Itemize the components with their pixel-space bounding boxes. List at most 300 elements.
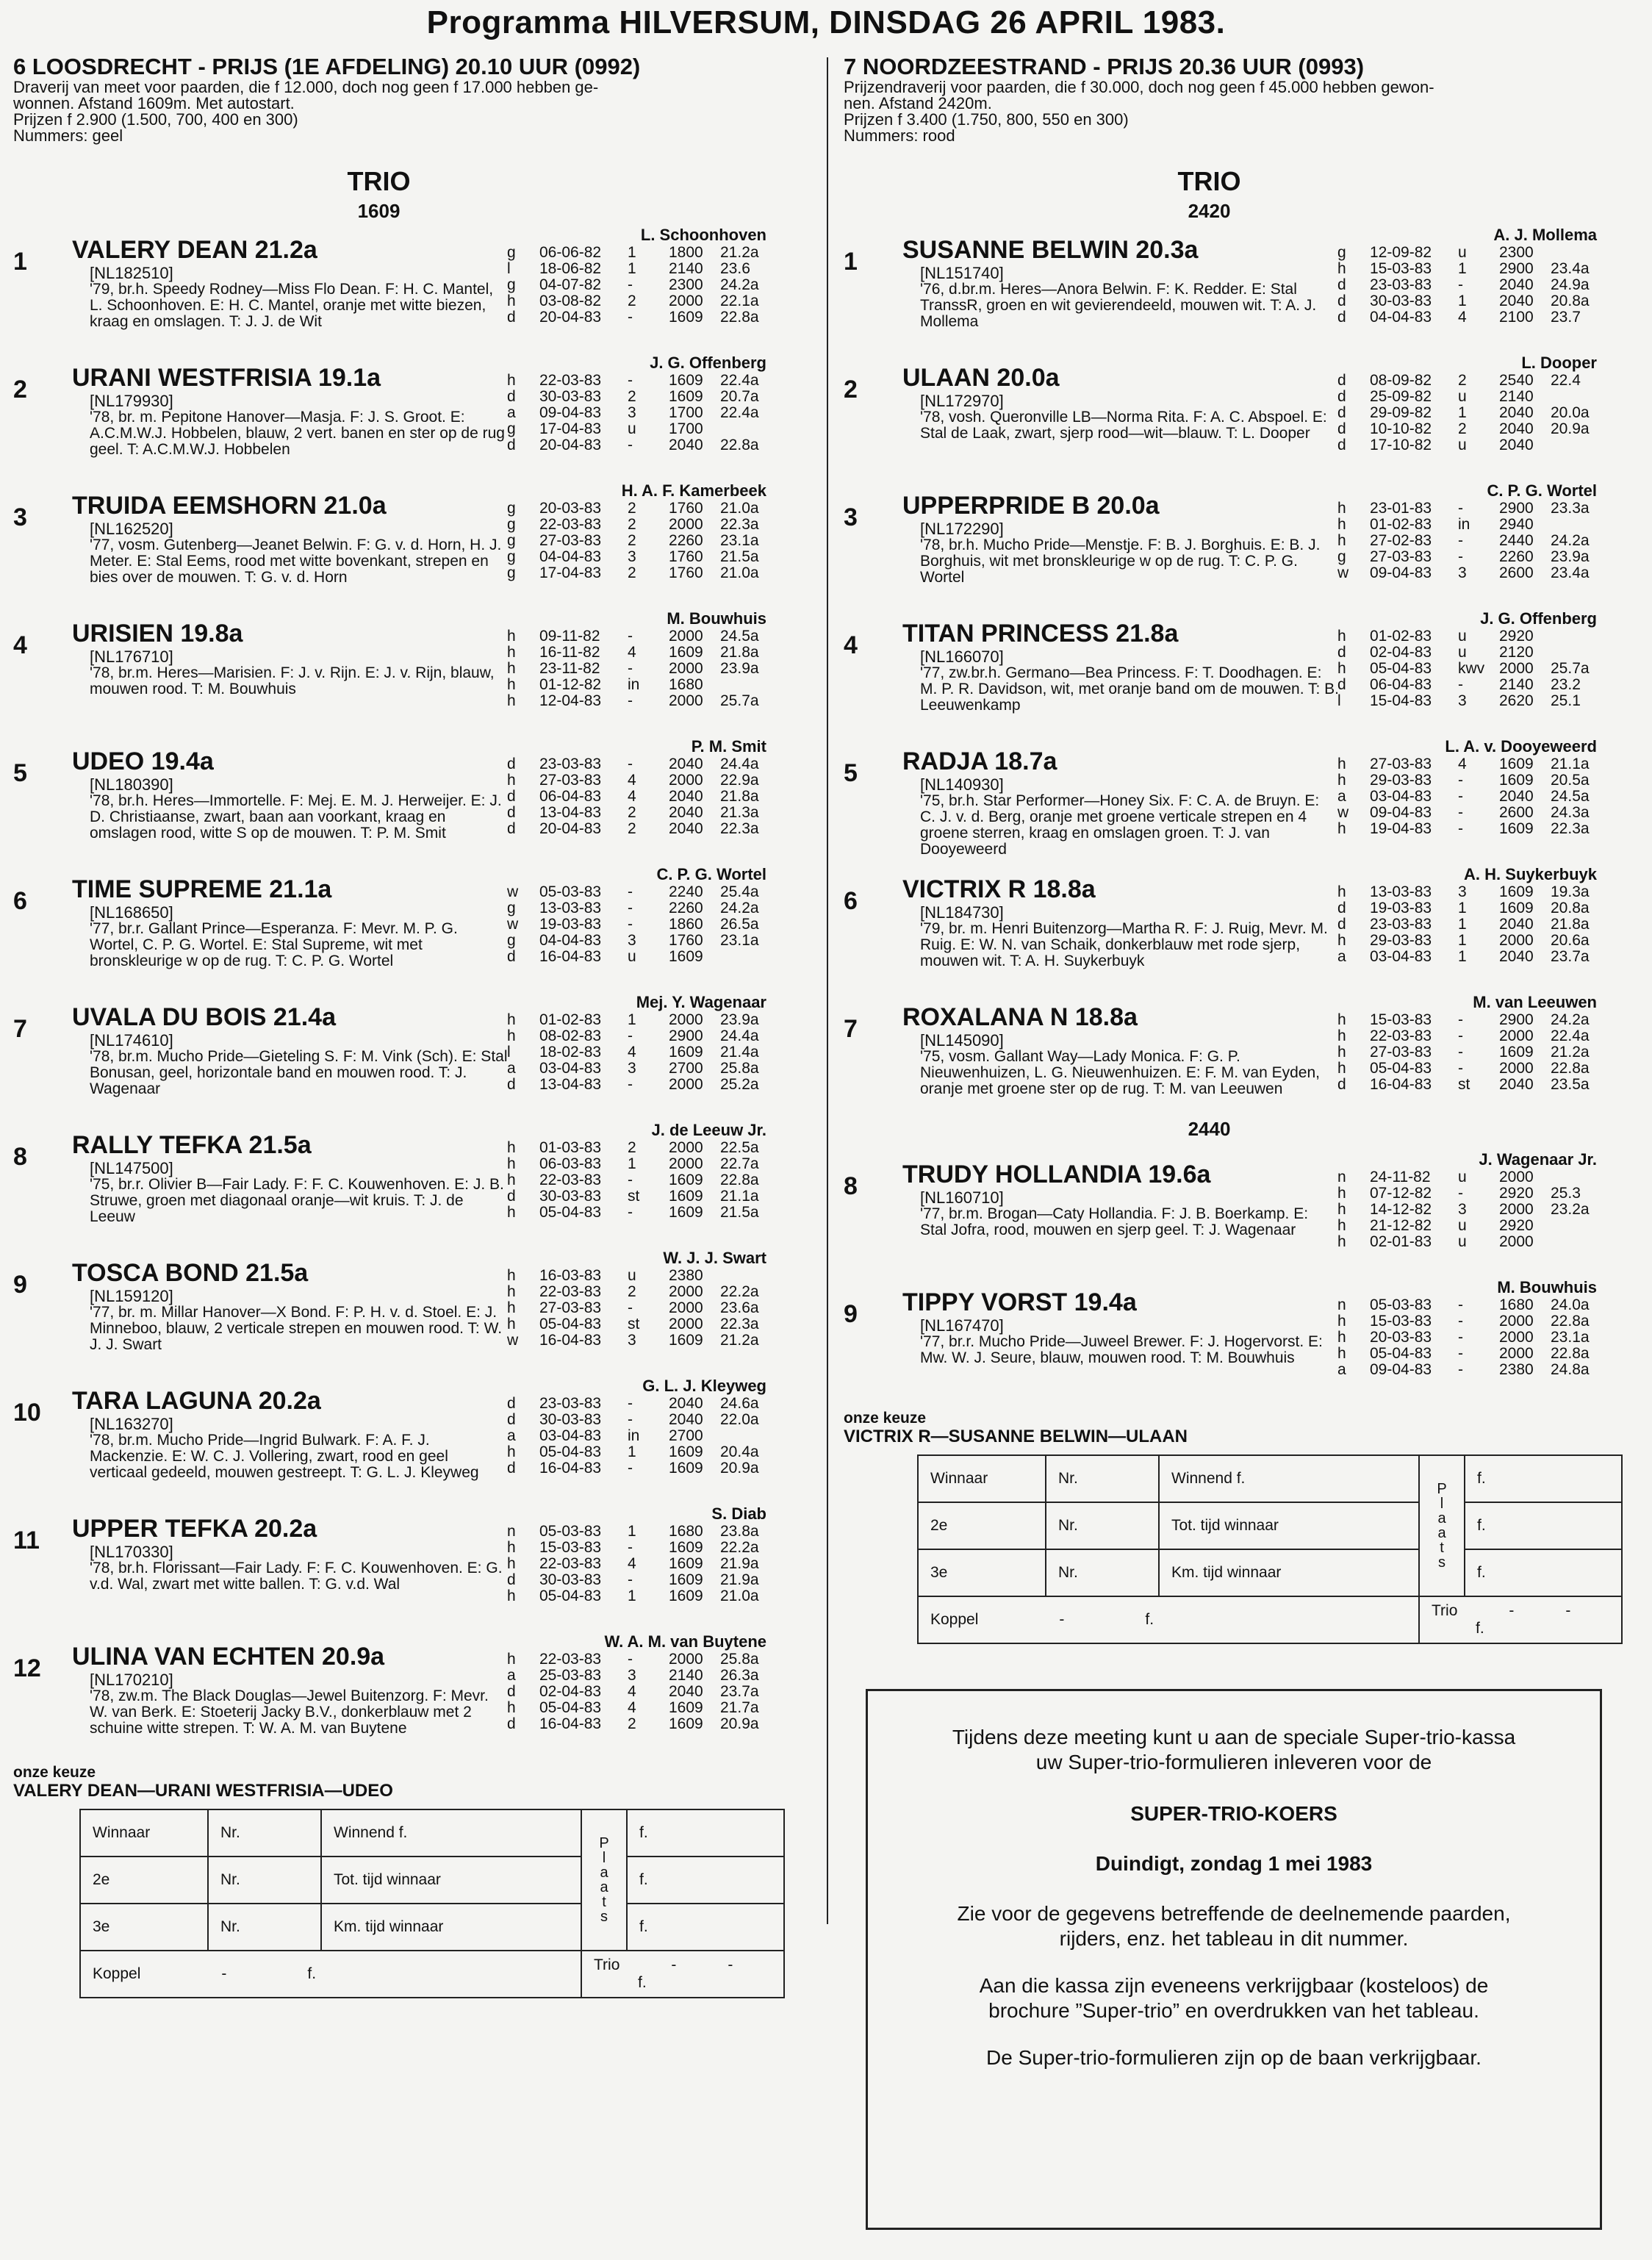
horse-description: '78, br.h. Mucho Pride—Menstje. F: B. J. Borghuis. E: B. J. Borghuis, wit met bronskleurige w op de rug. T: C. P. G. Wortel bbox=[920, 537, 1321, 586]
race-distance: 2000 bbox=[669, 1139, 703, 1156]
race-date: 09-04-83 bbox=[1370, 564, 1432, 581]
track-code: d bbox=[1337, 293, 1346, 309]
horse-description: '78, vosh. Queronville LB—Norma Rita. F: A. C. Abspoel. E: Stal de Laak, zwart, sjerp rood—wit—blauw. T: L. Dooper bbox=[920, 409, 1327, 442]
result-row bbox=[1337, 884, 1609, 900]
horse-description: '77, br.r. Gallant Prince—Esperanza. F: Mevr. M. P. G. Wortel, C. P. G. Wortel. E: Stal Supreme, wit met bronskleurige w op de rug. T: C. P. G. Wortel bbox=[90, 920, 458, 969]
bet-field-label: Tot. tijd winnaar bbox=[1159, 1502, 1419, 1549]
km-time: 22.4a bbox=[720, 404, 759, 421]
track-code: h bbox=[1337, 1201, 1346, 1218]
race-distance: 2000 bbox=[669, 1316, 703, 1332]
placing: 2 bbox=[628, 516, 636, 533]
race-distance: 2120 bbox=[1499, 644, 1534, 661]
horse-description: '79, br.h. Speedy Rodney—Miss Flo Dean. F: H. C. Mantel, L. Schoonhoven. E: H. C. Mantel, oranje met witte biezen, kraag en omslagen. T: J. J. de Wit bbox=[90, 281, 494, 330]
placing: st bbox=[628, 1188, 640, 1205]
placing: 4 bbox=[1458, 309, 1467, 326]
condition-line: wonnen. Afstand 1609m. Met autostart. bbox=[13, 94, 295, 112]
race-date: 18-06-82 bbox=[539, 260, 602, 277]
km-time: 24.2a bbox=[1551, 532, 1590, 549]
race-date: 04-07-82 bbox=[539, 276, 602, 293]
track-code: h bbox=[507, 1283, 516, 1300]
km-time: 20.0a bbox=[1551, 404, 1590, 421]
race-date: 08-02-83 bbox=[539, 1027, 602, 1044]
track-code: a bbox=[1337, 948, 1346, 965]
race-7-column bbox=[844, 54, 1634, 1644]
result-row bbox=[507, 1412, 779, 1428]
km-time: 22.4 bbox=[1551, 372, 1581, 389]
placing: 2 bbox=[628, 804, 636, 821]
condition-line: Draverij van meet voor paarden, die f 12.000, doch nog geen f 17.000 hebben ge- bbox=[13, 78, 599, 96]
recent-results bbox=[507, 756, 779, 837]
placing: u bbox=[1458, 437, 1467, 453]
bet-table bbox=[917, 1454, 1623, 1644]
result-row bbox=[507, 277, 779, 293]
race-distance: 2040 bbox=[1499, 293, 1534, 309]
result-row bbox=[1337, 1330, 1609, 1346]
placing: - bbox=[628, 1172, 633, 1188]
placing: - bbox=[628, 916, 633, 933]
track-code: l bbox=[507, 260, 511, 277]
placing: 4 bbox=[628, 772, 636, 789]
trainer-name: W. A. M. van Buytene bbox=[604, 1632, 766, 1651]
race-date: 01-03-83 bbox=[539, 1139, 602, 1156]
km-time: 21.2a bbox=[1551, 1044, 1590, 1061]
horse-name: RADJA 18.7a bbox=[902, 747, 1057, 775]
result-row bbox=[507, 245, 779, 261]
km-time: 25.3 bbox=[1551, 1185, 1581, 1202]
result-row bbox=[1337, 277, 1609, 293]
recent-results bbox=[507, 1396, 779, 1477]
race-distance: 2040 bbox=[1499, 1076, 1534, 1093]
placing: 2 bbox=[628, 1715, 636, 1732]
km-time: 25.8a bbox=[720, 1651, 759, 1668]
bet-row bbox=[80, 1904, 784, 1951]
placing: - bbox=[1458, 1011, 1463, 1028]
recent-results bbox=[1337, 884, 1609, 965]
placing: 1 bbox=[628, 260, 636, 277]
track-code: d bbox=[1337, 276, 1346, 293]
placing: in bbox=[628, 1427, 640, 1444]
placing: - bbox=[1458, 788, 1463, 805]
keuze-selection: VALERY DEAN—URANI WESTFRISIA—UDEO bbox=[13, 1781, 393, 1801]
horse-number: 4 bbox=[844, 631, 858, 659]
km-time: 21.8a bbox=[1551, 916, 1590, 933]
track-code: h bbox=[1337, 1345, 1346, 1362]
horse-code: [NL145090] bbox=[920, 1031, 1004, 1050]
race-date: 22-03-83 bbox=[539, 516, 602, 533]
result-row bbox=[1337, 293, 1609, 309]
result-row bbox=[1337, 261, 1609, 277]
track-code: d bbox=[507, 1571, 516, 1588]
placing: - bbox=[628, 1299, 633, 1316]
placing: - bbox=[1458, 1027, 1463, 1044]
result-row bbox=[1337, 565, 1609, 581]
race-date: 03-04-83 bbox=[539, 1060, 602, 1077]
race-date: 19-03-83 bbox=[539, 916, 602, 933]
result-row bbox=[1337, 1028, 1609, 1044]
placing: 1 bbox=[628, 1588, 636, 1604]
race-distance: 1609 bbox=[669, 1588, 703, 1604]
horse-code: [NL159120] bbox=[90, 1287, 173, 1305]
placing: - bbox=[628, 437, 633, 453]
km-time: 23.4a bbox=[1551, 564, 1590, 581]
trainer-name: L. Dooper bbox=[1521, 354, 1597, 372]
race-date: 23-03-83 bbox=[1370, 276, 1432, 293]
km-time: 22.8a bbox=[720, 437, 759, 453]
race-distance: 2440 bbox=[1499, 532, 1534, 549]
track-code: h bbox=[1337, 500, 1346, 517]
race-header: 6 LOOSDRECHT - PRIJS (1E AFDELING) 20.10 UUR (0992) bbox=[13, 54, 641, 79]
horse-number: 2 bbox=[844, 376, 858, 403]
race-date: 01-02-83 bbox=[1370, 516, 1432, 533]
bet-position: 3e bbox=[80, 1904, 208, 1951]
distance-heading: 1609 bbox=[357, 200, 401, 222]
track-code: g bbox=[507, 516, 516, 533]
race-distance: 2700 bbox=[669, 1060, 703, 1077]
bet-position: 3e bbox=[918, 1549, 1046, 1596]
track-code: h bbox=[507, 1267, 516, 1284]
horse-name: ROXALANA N 18.8a bbox=[902, 1003, 1138, 1031]
placing: 1 bbox=[628, 244, 636, 261]
dash: - bbox=[671, 1956, 677, 1973]
placing: 1 bbox=[628, 1011, 636, 1028]
track-code: h bbox=[507, 1588, 516, 1604]
bet-position: 2e bbox=[918, 1502, 1046, 1549]
placing: 4 bbox=[1458, 756, 1467, 772]
trainer-name: M. Bouwhuis bbox=[1497, 1278, 1597, 1296]
result-row bbox=[1337, 661, 1609, 677]
result-row bbox=[1337, 805, 1609, 821]
horse-description: '77, br.r. Mucho Pride—Juweel Brewer. F: J. Hogervorst. E: Mw. W. J. Seure, blauw, mouwen rood. T: M. Bouwhuis bbox=[920, 1333, 1323, 1366]
trio-heading: TRIO bbox=[1177, 166, 1241, 196]
race-date: 09-04-83 bbox=[539, 404, 602, 421]
horse-entry bbox=[13, 1502, 803, 1629]
race-distance: 2000 bbox=[669, 1155, 703, 1172]
race-distance: 1800 bbox=[669, 244, 703, 261]
result-row bbox=[507, 421, 779, 437]
race-distance: 1609 bbox=[669, 1460, 703, 1477]
km-time: 21.4a bbox=[720, 1044, 759, 1061]
race-distance: 2700 bbox=[669, 1427, 703, 1444]
race-distance: 2000 bbox=[669, 660, 703, 677]
race-distance: 2000 bbox=[669, 772, 703, 789]
horse-description: '75, vosm. Gallant Way—Lady Monica. F: G. P. Nieuwenhuizen, L. G. Nieuwenhuizen. E: F. M. van Eyden, oranje met groene ster op de rug. T: M. van Leeuwen bbox=[920, 1048, 1320, 1097]
horse-description: '75, br.r. Olivier B—Fair Lady. F: F. C. Kouwenhoven. E: J. B. Struwe, groen met diagonaal oranje—wit kruis. T: J. de Leeuw bbox=[90, 1176, 504, 1225]
race-distance: 2140 bbox=[669, 1667, 703, 1684]
recent-results bbox=[1337, 756, 1609, 837]
placing: 2 bbox=[628, 500, 636, 517]
km-time: 21.0a bbox=[720, 1588, 759, 1604]
trainer-name: P. M. Smit bbox=[691, 737, 766, 756]
race-distance: 2900 bbox=[1499, 1011, 1534, 1028]
race-distance: 2000 bbox=[1499, 1027, 1534, 1044]
track-code: h bbox=[1337, 820, 1346, 837]
placing: - bbox=[628, 309, 633, 326]
race-date: 09-04-83 bbox=[1370, 1361, 1432, 1378]
race-date: 04-04-83 bbox=[539, 548, 602, 565]
track-code: h bbox=[507, 1443, 516, 1460]
trainer-name: A. J. Mollema bbox=[1493, 226, 1597, 244]
km-time: 22.3a bbox=[720, 820, 759, 837]
placing: - bbox=[628, 1539, 633, 1556]
km-time: 21.3a bbox=[720, 804, 759, 821]
track-code: d bbox=[507, 804, 516, 821]
km-time: 25.7a bbox=[720, 692, 759, 709]
koppel-label: Koppel bbox=[930, 1611, 979, 1628]
track-code: g bbox=[507, 244, 516, 261]
horse-name: TITAN PRINCESS 21.8a bbox=[902, 620, 1179, 647]
placing: in bbox=[628, 676, 640, 693]
race-distance: 1609 bbox=[669, 1443, 703, 1460]
horse-list bbox=[13, 223, 803, 1757]
horse-description: '78, br.m. Heres—Marisien. F: J. v. Rijn. E: J. v. Rijn, blauw, mouwen rood. T: M. Bouwhuis bbox=[90, 664, 495, 697]
race-date: 12-09-82 bbox=[1370, 244, 1432, 261]
race-date: 20-03-83 bbox=[539, 500, 602, 517]
placing: 3 bbox=[628, 1667, 636, 1684]
track-code: d bbox=[507, 1715, 516, 1732]
horse-code: [NL140930] bbox=[920, 775, 1004, 794]
race-date: 15-03-83 bbox=[1370, 1011, 1432, 1028]
bet-row bbox=[918, 1596, 1622, 1643]
race-date: 18-02-83 bbox=[539, 1044, 602, 1061]
race-date: 16-04-83 bbox=[539, 1332, 602, 1349]
race-date: 08-09-82 bbox=[1370, 372, 1432, 389]
race-distance: 1609 bbox=[669, 644, 703, 661]
race-date: 15-03-83 bbox=[539, 1539, 602, 1556]
track-code: n bbox=[507, 1523, 516, 1540]
track-code: w bbox=[507, 1332, 519, 1349]
notice-line: Aan die kassa zijn eveneens verkrijgbaar (kosteloos) de bbox=[979, 1974, 1489, 1997]
race-date: 02-04-83 bbox=[1370, 644, 1432, 661]
race-date: 29-09-82 bbox=[1370, 404, 1432, 421]
result-row bbox=[1337, 1297, 1609, 1313]
track-code: w bbox=[1337, 804, 1349, 821]
bet-form bbox=[917, 1454, 1634, 1644]
horse-name: RALLY TEFKA 21.5a bbox=[72, 1131, 312, 1159]
race-distance: 2000 bbox=[1499, 1201, 1534, 1218]
horse-entry bbox=[844, 606, 1634, 734]
km-time: 20.6a bbox=[1551, 932, 1590, 949]
km-time: 23.6a bbox=[720, 1299, 759, 1316]
result-row bbox=[507, 900, 779, 916]
race-distance: 2600 bbox=[1499, 804, 1534, 821]
result-row bbox=[507, 661, 779, 677]
race-distance: 2040 bbox=[1499, 420, 1534, 437]
placing: - bbox=[1458, 532, 1463, 549]
result-row bbox=[507, 1684, 779, 1700]
track-code: d bbox=[1337, 644, 1346, 661]
track-code: h bbox=[507, 1555, 516, 1572]
notice-line: uw Super-trio-formulieren inleveren voor de bbox=[1035, 1751, 1432, 1773]
recent-results bbox=[507, 245, 779, 326]
km-time: 20.8a bbox=[1551, 900, 1590, 916]
bet-amount-label: f. bbox=[1465, 1549, 1622, 1596]
km-time: 21.2a bbox=[720, 1332, 759, 1349]
race-date: 09-11-82 bbox=[539, 628, 600, 645]
race-distance: 1609 bbox=[669, 1571, 703, 1588]
horse-entry bbox=[844, 1147, 1634, 1275]
result-row bbox=[1337, 421, 1609, 437]
plaats-letter: l bbox=[1440, 1496, 1444, 1512]
result-row bbox=[507, 1460, 779, 1477]
bet-row bbox=[918, 1549, 1622, 1596]
koppel-cell bbox=[80, 1951, 581, 1998]
race-date: 20-04-83 bbox=[539, 309, 602, 326]
bet-field-label: Tot. tijd winnaar bbox=[321, 1857, 581, 1904]
result-row bbox=[1337, 1362, 1609, 1378]
dash: - bbox=[1059, 1611, 1065, 1628]
placing: 2 bbox=[628, 388, 636, 405]
condition-line: Nummers: geel bbox=[13, 126, 123, 145]
result-row bbox=[1337, 628, 1609, 645]
placing: 1 bbox=[628, 1443, 636, 1460]
race-distance: 2300 bbox=[1499, 244, 1534, 261]
keuze-label: onze keuze bbox=[844, 1410, 927, 1427]
track-code: a bbox=[507, 404, 516, 421]
track-code: d bbox=[507, 1683, 516, 1700]
trainer-name: H. A. F. Kamerbeek bbox=[621, 481, 766, 500]
km-time: 24.2a bbox=[1551, 1011, 1590, 1028]
result-row bbox=[507, 693, 779, 709]
race-date: 13-03-83 bbox=[1370, 883, 1432, 900]
horse-number: 7 bbox=[13, 1015, 27, 1043]
placing: u bbox=[628, 420, 636, 437]
race-date: 27-03-83 bbox=[539, 532, 602, 549]
km-time: 23.7a bbox=[720, 1683, 759, 1700]
race-distance: 1609 bbox=[669, 1555, 703, 1572]
km-time: 22.8a bbox=[720, 309, 759, 326]
race-distance: 2040 bbox=[669, 804, 703, 821]
track-code: h bbox=[507, 1299, 516, 1316]
race-distance: 2000 bbox=[1499, 1345, 1534, 1362]
race-date: 03-08-82 bbox=[539, 293, 602, 309]
track-code: h bbox=[507, 676, 516, 693]
race-date: 01-02-83 bbox=[539, 1011, 602, 1028]
trio-label: Trio bbox=[1432, 1602, 1458, 1619]
horse-name: TIPPY VORST 19.4a bbox=[902, 1288, 1137, 1316]
km-time: 21.0a bbox=[720, 500, 759, 517]
track-code: d bbox=[1337, 437, 1346, 453]
race-distance: 2000 bbox=[669, 1283, 703, 1300]
result-row bbox=[1337, 533, 1609, 549]
horse-number: 5 bbox=[13, 759, 27, 787]
race-distance: 2040 bbox=[1499, 404, 1534, 421]
placing: 4 bbox=[628, 788, 636, 805]
bet-position: Winnaar bbox=[80, 1809, 208, 1857]
race-distance: 1609 bbox=[1499, 883, 1534, 900]
horse-name: URANI WESTFRISIA 19.1a bbox=[72, 364, 381, 392]
race-distance: 2040 bbox=[1499, 276, 1534, 293]
km-time: 22.9a bbox=[720, 772, 759, 789]
race-distance: 1609 bbox=[1499, 820, 1534, 837]
plaats-letter: a bbox=[1437, 1525, 1446, 1541]
track-code: l bbox=[1337, 692, 1341, 709]
track-code: n bbox=[1337, 1296, 1346, 1313]
race-date: 01-02-83 bbox=[1370, 628, 1432, 645]
race-distance: 1609 bbox=[1499, 900, 1534, 916]
race-distance: 2000 bbox=[669, 293, 703, 309]
km-time: 23.1a bbox=[720, 932, 759, 949]
horse-name: TOSCA BOND 21.5a bbox=[72, 1259, 309, 1287]
km-time: 24.4a bbox=[720, 756, 759, 772]
race-distance: 2940 bbox=[1499, 516, 1534, 533]
race-distance: 2000 bbox=[1499, 660, 1534, 677]
km-time: 24.3a bbox=[1551, 804, 1590, 821]
trainer-name: G. L. J. Kleyweg bbox=[642, 1377, 766, 1395]
race-date: 30-03-83 bbox=[539, 1411, 602, 1428]
koppel-label: Koppel bbox=[93, 1965, 141, 1982]
race-date: 23-03-83 bbox=[539, 756, 602, 772]
track-code: h bbox=[1337, 1313, 1346, 1330]
km-time: 23.3a bbox=[1551, 500, 1590, 517]
placing: - bbox=[1458, 1345, 1463, 1362]
placing: - bbox=[628, 900, 633, 916]
race-distance: 2380 bbox=[1499, 1361, 1534, 1378]
result-row bbox=[507, 1572, 779, 1588]
race-date: 07-12-82 bbox=[1370, 1185, 1432, 1202]
race-distance: 1609 bbox=[669, 1044, 703, 1061]
race-conditions bbox=[844, 79, 1634, 144]
race-distance: 2000 bbox=[669, 692, 703, 709]
horse-number: 8 bbox=[844, 1172, 858, 1200]
result-row bbox=[507, 933, 779, 949]
race-distance: 2000 bbox=[1499, 1060, 1534, 1077]
plaats-letter: P bbox=[599, 1835, 609, 1851]
track-code: h bbox=[507, 692, 516, 709]
placing: - bbox=[1458, 772, 1463, 789]
placing: 1 bbox=[1458, 916, 1467, 933]
result-row bbox=[507, 1651, 779, 1668]
km-time: 24.8a bbox=[1551, 1361, 1590, 1378]
placing: 4 bbox=[628, 644, 636, 661]
race-distance: 2000 bbox=[669, 1076, 703, 1093]
trio-cell bbox=[581, 1951, 784, 1998]
placing: - bbox=[1458, 500, 1463, 517]
track-code: h bbox=[507, 1155, 516, 1172]
result-row bbox=[507, 1012, 779, 1028]
race-date: 17-10-82 bbox=[1370, 437, 1432, 453]
race-distance: 2240 bbox=[669, 883, 703, 900]
track-code: d bbox=[1337, 372, 1346, 389]
plaats-letter: s bbox=[600, 1909, 608, 1925]
km-time: 21.7a bbox=[720, 1699, 759, 1716]
horse-entry bbox=[844, 478, 1634, 606]
km-time: 23.7a bbox=[1551, 948, 1590, 965]
horse-number: 1 bbox=[844, 248, 858, 276]
track-code: h bbox=[507, 628, 516, 645]
horse-code: [NL151740] bbox=[920, 264, 1004, 282]
km-time: 26.5a bbox=[720, 916, 759, 933]
race-distance: 2000 bbox=[1499, 1329, 1534, 1346]
km-time: 24.5a bbox=[720, 628, 759, 645]
track-code: g bbox=[1337, 548, 1346, 565]
horse-description: '79, br. m. Henri Buitenzorg—Martha R. F: J. Ruig, Mevr. M. Ruig. E: W. N. van Schaik, donkerblauw met rode sjerp, mouwen wit. T: A. H. Suykerbuyk bbox=[920, 920, 1328, 969]
race-date: 02-01-83 bbox=[1370, 1233, 1432, 1250]
plaats-label bbox=[581, 1809, 627, 1951]
race-distance: 1609 bbox=[669, 1332, 703, 1349]
race-date: 22-03-83 bbox=[539, 1283, 602, 1300]
race-distance: 1760 bbox=[669, 548, 703, 565]
result-row bbox=[507, 805, 779, 821]
result-row bbox=[507, 1428, 779, 1444]
trainer-name: L. Schoonhoven bbox=[640, 226, 766, 244]
horse-entry bbox=[13, 990, 803, 1118]
race-date: 05-04-83 bbox=[539, 1204, 602, 1221]
track-code: g bbox=[507, 932, 516, 949]
race-date: 10-10-82 bbox=[1370, 420, 1432, 437]
race-distance: 2040 bbox=[669, 1395, 703, 1412]
trainer-name: M. van Leeuwen bbox=[1473, 993, 1597, 1011]
placing: 1 bbox=[1458, 948, 1467, 965]
